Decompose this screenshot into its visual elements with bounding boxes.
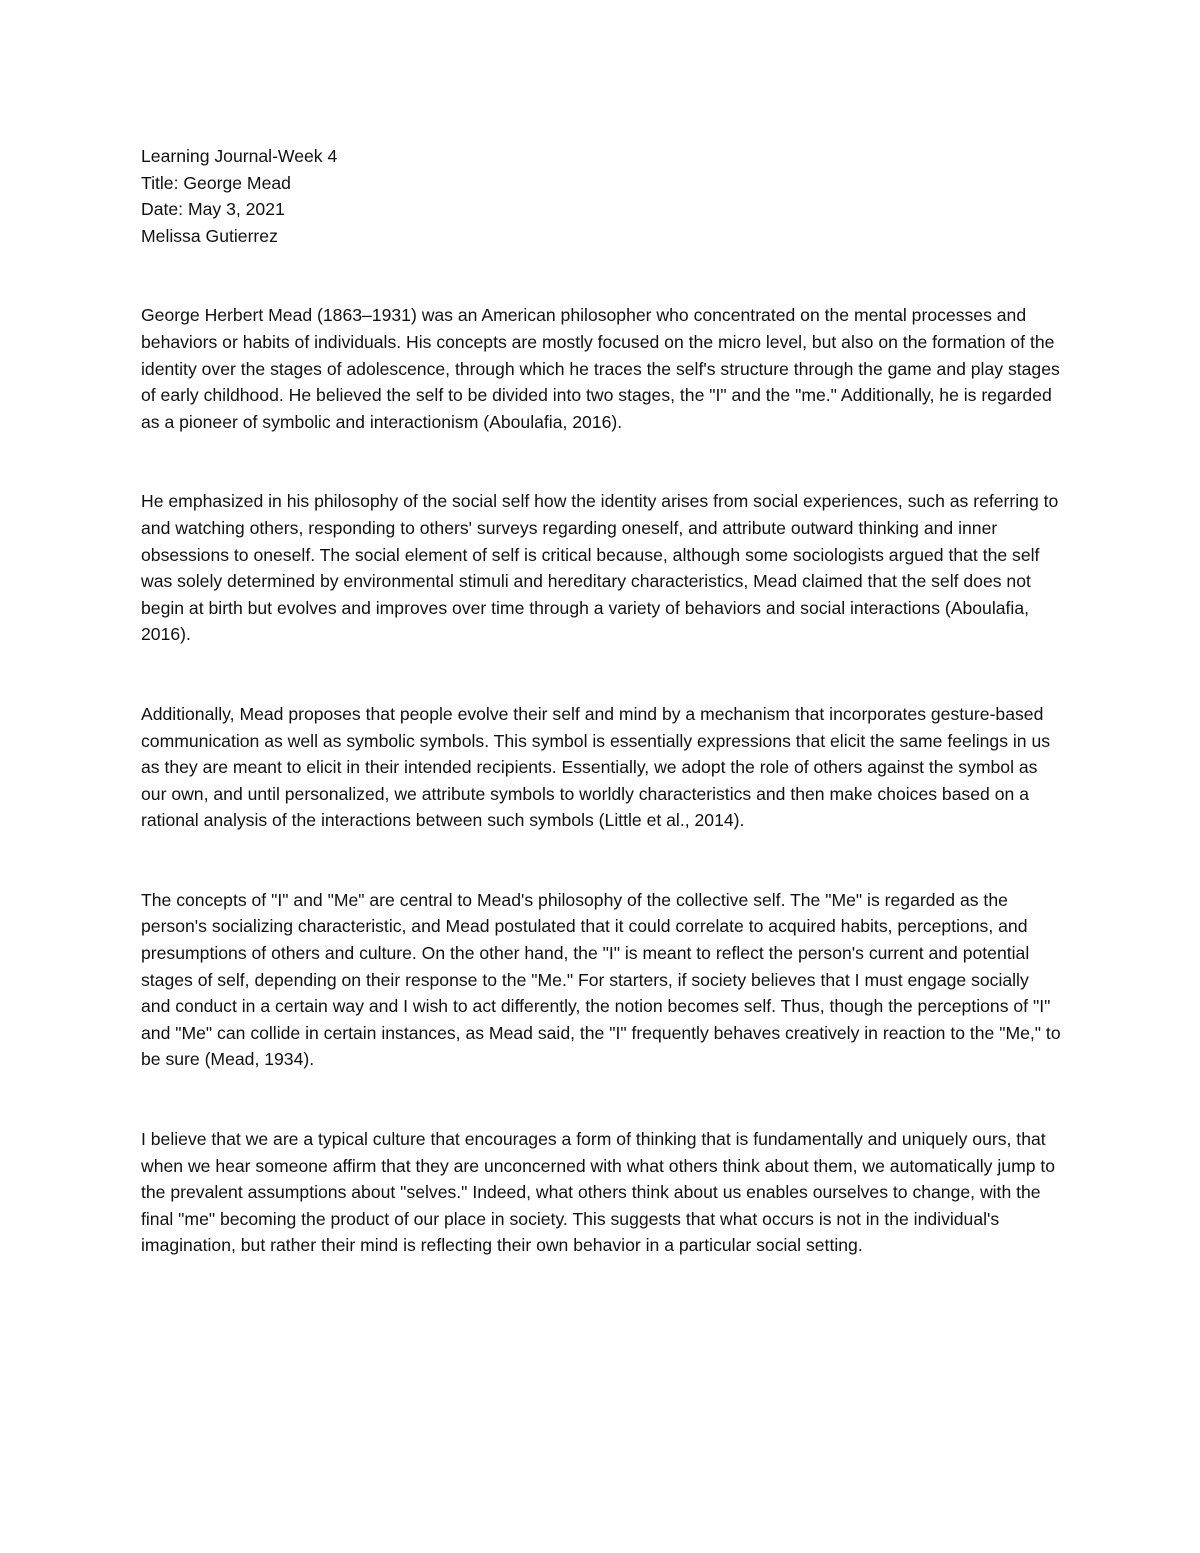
title-line: Title: George Mead [141, 172, 291, 193]
body-paragraph: He emphasized in his philosophy of the social self how the identity arises from social experiences, such as referring to and watching others, responding to others' surveys regarding oneself, and attribute outward thinking and inner obsessions to oneself. The social element of self is critical because, although some sociologists argued that the self was solely determined by environmental stimuli and hereditary characteristics, Mead claimed that the self does not begin at birth but evolves and improves over time through a variety of behaviors and social interactions (Aboulafia, 2016). [141, 491, 1059, 645]
journal-header [141, 143, 1061, 249]
body-paragraph: George Herbert Mead (1863–1931) was an American philosopher who concentrated on the mental processes and behaviors or habits of individuals. His concepts are mostly focused on the micro level, but also on the formation of the identity over the stages of adolescence, through which he traces the self's structure through the game and play stages of early childhood. He believed the self to be divided into two stages, the "I" and the "me." Additionally, he is regarded as a pioneer of symbolic and interactionism (Aboulafia, 2016). [141, 305, 1060, 432]
document-page [141, 143, 1061, 1259]
body-paragraph: I believe that we are a typical culture that encourages a form of thinking that is fundamentally and uniquely ours, that when we hear someone affirm that they are unconcerned with what others think about them, we automatically jump to the prevalent assumptions about "selves." Indeed, what others think about us enables ourselves to change, with the final "me" becoming the product of our place in society. This suggests that what occurs is not in the individual's imagination, but rather their mind is reflecting their own behavior in a particular social setting. [141, 1129, 1056, 1256]
date-line: Date: May 3, 2021 [141, 199, 285, 220]
author-line: Melissa Gutierrez [141, 225, 278, 246]
journal-week-line: Learning Journal-Week 4 [141, 146, 338, 166]
body-paragraph: Additionally, Mead proposes that people evolve their self and mind by a mechanism that incorporates gesture-based communication as well as symbolic symbols. This symbol is essentially expressions that elicit the same feelings in us as they are meant to elicit in their intended recipients. Essentially, we adopt the role of others against the symbol as our own, and until personalized, we attribute symbols to worldly characteristics and then make choices based on a rational analysis of the interactions between such symbols (Little et al., 2014). [141, 703, 1051, 831]
body-paragraph: The concepts of "I" and "Me" are central to Mead's philosophy of the collective self. The "Me" is regarded as the person's socializing characteristic, and Mead postulated that it could correlate to acquired habits, perceptions, and presumptions of others and culture. On the other hand, the "I" is meant to reflect the person's current and potential stages of self, depending on their response to the "Me." For starters, if society believes that I must engage socially and conduct in a certain way and I wish to act differently, the notion becomes self. Thus, though the perceptions of "I" and "Me" can collide in certain instances, as Mead said, the "I" frequently behaves creatively in reaction to the "Me," to be sure (Mead, 1934). [141, 889, 1061, 1070]
